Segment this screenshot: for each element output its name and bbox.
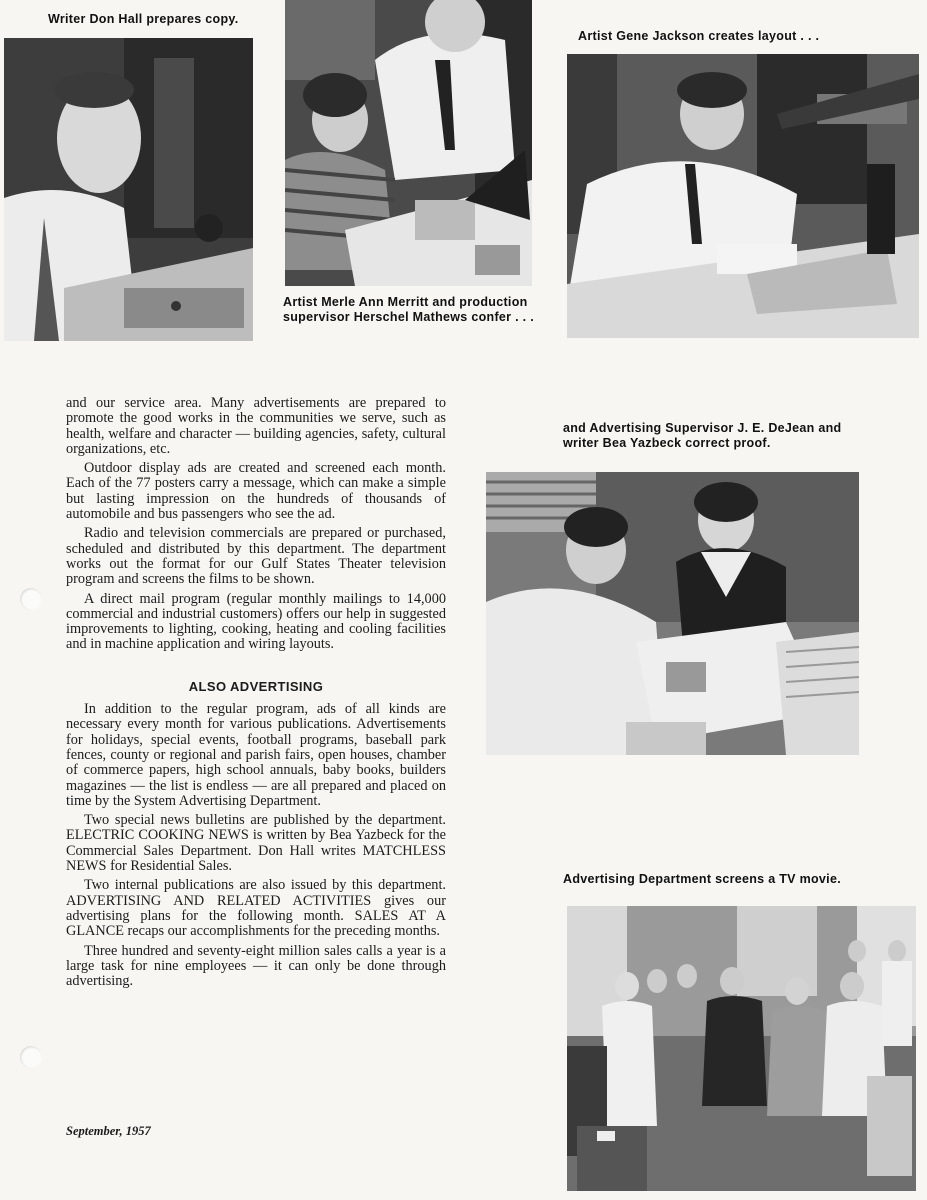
caption-tv-movie: Advertising Department screens a TV movie. [563, 872, 841, 886]
photo-dejean-yazbeck [486, 472, 859, 755]
body-paragraph-4: A direct mail program (regular monthly mailings to 14,000 commercial and industrial customers) offers our help in suggested improvements to lighting, cooking, heating and cooling facilities and in machine application and wiring layouts. [66, 590, 446, 653]
body-paragraph-3: Radio and television commercials are prepared or purchased, scheduled and distributed by this department. The department works out the format for our Gulf States Theater television program and screens the films to be shown. [66, 525, 446, 588]
photo-merritt-mathews [285, 0, 532, 286]
caption-gene-jackson: Artist Gene Jackson creates layout . . . [578, 29, 820, 43]
photo-tv-screening [567, 906, 916, 1191]
caption-merritt: Artist Merle Ann Merritt and production supervisor Herschel Mathews confer . . . [283, 295, 534, 324]
body-paragraph-5: In addition to the regular program, ads of all kinds are necessary every month for various publications. Advertisements for holidays, special events, football programs, baseball park fences, county or regional and parish fairs, open houses, chamber of commerce papers, high school annuals, baby books, builders magazines — the list is endless — are all prepared and placed on time by the System Advertising Department. [66, 701, 446, 809]
caption-don-hall: Writer Don Hall prepares copy. [48, 12, 239, 26]
body-paragraph-8: Three hundred and seventy-eight million sales calls a year is a large task for nine employees — it can only be done through advertising. [66, 942, 446, 990]
body-paragraph-6: Two special news bulletins are published by the department. ELECTRIC COOKING NEWS is written by Bea Yazbeck for the Commercial Sales Department. Don Hall writes MATCHLESS NEWS for Residential Sales. [66, 812, 446, 875]
punch-hole-bottom [20, 1046, 42, 1068]
caption-dejean: and Advertising Supervisor J. E. DeJean and writer Bea Yazbeck correct proof. [563, 421, 842, 450]
section-heading: ALSO ADVERTISING [188, 678, 324, 694]
photo-don-hall [4, 38, 253, 341]
punch-hole-middle [20, 588, 42, 610]
body-paragraph-2: Outdoor display ads are created and screened each month. Each of the 77 posters carry a message, which can make a simple but lasting impression on the hundreds of thousands of automobile and bus passengers who see the ad. [66, 460, 446, 523]
article-body [66, 396, 446, 993]
body-paragraph-7: Two internal publications are also issued by this department. ADVERTISING AND RELATED ACTIVITIES gives our advertising plans for the following month. SALES AT A GLANCE recaps our accomplishments for the preceding months. [66, 877, 446, 940]
photo-gene-jackson [567, 54, 919, 338]
body-paragraph-1: and our service area. Many advertisements are prepared to promote the good works in the communities we serve, such as health, welfare and character — building agencies, safety, cultural organizations, etc. [66, 395, 446, 457]
issue-date: September, 1957 [66, 1124, 151, 1138]
